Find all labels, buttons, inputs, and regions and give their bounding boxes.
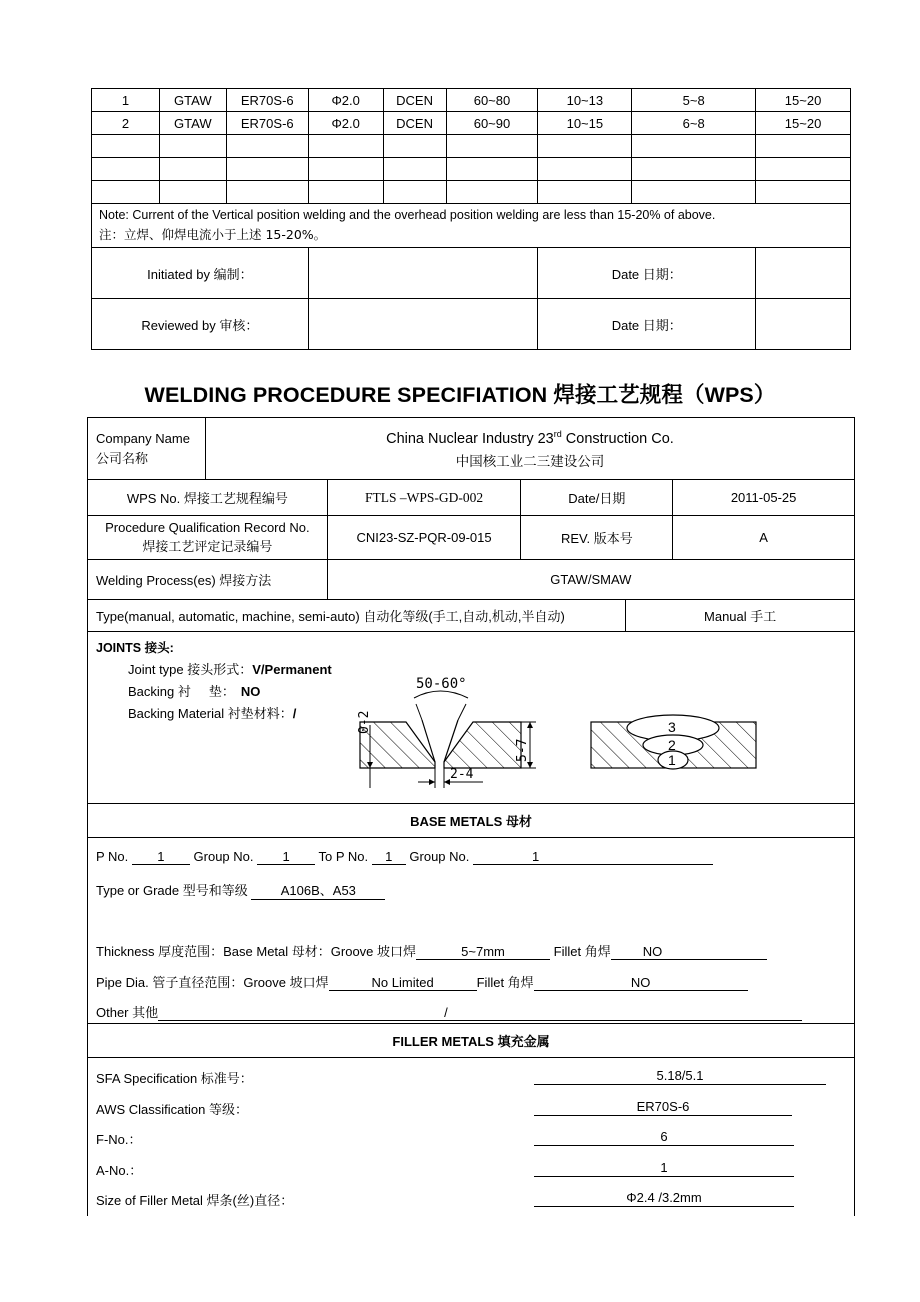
filler-label: Size of Filler Metal 焊条(丝)直径： — [96, 1193, 294, 1208]
to-p-no-value: 1 — [372, 849, 406, 865]
rev-label: REV. 版本号 — [521, 516, 673, 560]
base-metals-heading: BASE METALS 母材 — [88, 804, 855, 838]
gap-dim: 2-4 — [450, 767, 474, 782]
pass-label-3: 3 — [668, 719, 676, 735]
company-name-cn: 中国核工业二三建设公司 — [455, 453, 605, 470]
wps-no-value: FTLS –WPS-GD-002 — [327, 480, 521, 516]
reviewed-date-label: Date 日期： — [538, 299, 756, 350]
company-label-en: Company Name — [96, 430, 190, 446]
parameter-cell — [446, 135, 538, 158]
parameter-cell: GTAW — [159, 89, 226, 112]
filler-label: AWS Classification 等级： — [96, 1101, 248, 1117]
parameter-cell — [383, 135, 446, 158]
parameter-row — [92, 112, 851, 135]
pass-label-1: 1 — [668, 752, 676, 768]
parameter-cell: 60~80 — [446, 89, 538, 112]
parameter-row — [92, 181, 851, 204]
thickness-dim: 5-7 — [515, 738, 530, 762]
filler-value: 5.18/5.1 — [534, 1068, 826, 1085]
parameter-cell: 5~8 — [632, 89, 756, 112]
parameter-cell — [308, 181, 383, 204]
p-no-line: P No. 1 Group No. 1 To P No. 1 Group No. 1 — [96, 849, 713, 865]
parameter-cell: DCEN — [383, 89, 446, 112]
parameter-cell — [632, 158, 756, 181]
filler-label: A-No.： — [96, 1162, 143, 1178]
parameter-cell — [538, 158, 632, 181]
pqr-value: CNI23-SZ-PQR-09-015 — [327, 516, 521, 560]
page-title: WELDING PROCEDURE SPECIFIATION 焊接工艺规程（WPS） — [144, 383, 776, 407]
root-face-dim: 0-2 — [357, 710, 372, 734]
company-label-cn: 公司名称 — [96, 451, 149, 467]
joints-cell — [88, 632, 855, 804]
parameter-cell: ER70S-6 — [226, 89, 308, 112]
pipe-groove-value: No Limited — [329, 975, 477, 991]
parameter-cell — [159, 135, 226, 158]
groove-diagram — [338, 670, 558, 800]
date-value: 2011-05-25 — [673, 480, 855, 516]
initiated-label: Initiated by 编制： — [92, 248, 309, 299]
reviewed-label: Reviewed by 审核： — [92, 299, 309, 350]
initiated-date-label: Date 日期： — [538, 248, 756, 299]
type-grade-line: Type or Grade 型号和等级 A106B、A53 — [96, 880, 385, 900]
company-name-cell — [205, 418, 854, 480]
thickness-line: Thickness 厚度范围：Base Metal 母材：Groove 坡口焊 5~7mm Fillet 角焊 NO — [96, 941, 767, 960]
filler-value: 6 — [534, 1129, 794, 1146]
p-no-value: 1 — [132, 849, 190, 865]
note-en: Note: Current of the Vertical position welding and the overhead position welding are less than 15-20% of above. — [99, 208, 716, 222]
welding-parameter-table — [91, 88, 851, 350]
type-value: Manual 手工 — [626, 600, 855, 632]
rev-value: A — [673, 516, 855, 560]
note-cn: 注：立焊、仰焊电流小于上述 15-20%。 — [99, 227, 327, 242]
process-value: GTAW/SMAW — [327, 560, 854, 600]
company-label-cell — [88, 418, 206, 480]
parameter-cell — [632, 135, 756, 158]
parameter-cell: 6~8 — [632, 112, 756, 135]
filler-value: Φ2.4 /3.2mm — [534, 1190, 794, 1207]
parameter-cell — [538, 181, 632, 204]
group-no2-value: 1 — [473, 849, 713, 865]
backing-material: Backing Material 衬垫材料：/ — [128, 706, 297, 721]
parameter-cell: 2 — [92, 112, 160, 135]
type-label: Type(manual, automatic, machine, semi-auto) 自动化等级(手工,自动,机动,半自动) — [88, 600, 626, 632]
parameter-cell: 10~13 — [538, 89, 632, 112]
pass-sequence-diagram — [588, 710, 763, 780]
filler-value: ER70S-6 — [534, 1099, 792, 1116]
type-grade-value: A106B、A53 — [251, 880, 385, 900]
reviewed-signature — [308, 299, 538, 350]
parameter-cell — [92, 181, 160, 204]
parameter-cell — [92, 135, 160, 158]
date-label: Date/日期 — [521, 480, 673, 516]
parameter-cell: 60~90 — [446, 112, 538, 135]
thickness-fillet-value: NO — [611, 944, 767, 960]
parameter-cell — [308, 158, 383, 181]
angle-dim: 50-60° — [416, 676, 467, 692]
parameter-cell — [756, 158, 851, 181]
joints-heading: JOINTS 接头: — [96, 641, 174, 655]
parameter-cell — [308, 135, 383, 158]
filler-value: 1 — [534, 1160, 794, 1177]
parameter-row — [92, 158, 851, 181]
note-cell — [92, 204, 851, 248]
joint-type: Joint type 接头形式：V/Permanent — [128, 662, 332, 677]
filler-label: F-No.： — [96, 1132, 142, 1147]
parameter-cell — [756, 181, 851, 204]
wps-table — [87, 417, 855, 1216]
parameter-row — [92, 135, 851, 158]
backing: Backing 衬 垫： NO — [128, 684, 261, 699]
parameter-cell: ER70S-6 — [226, 112, 308, 135]
initiated-date — [756, 248, 851, 299]
parameter-cell — [226, 181, 308, 204]
parameter-cell — [632, 181, 756, 204]
wps-no-label: WPS No. 焊接工艺规程编号 — [88, 480, 328, 516]
pipe-dia-line: Pipe Dia. 管子直径范围：Groove 坡口焊 No Limited Fillet 角焊 NO — [96, 972, 748, 991]
group-no-value: 1 — [257, 849, 315, 865]
pipe-fillet-value: NO — [534, 975, 748, 991]
parameter-cell: Φ2.0 — [308, 89, 383, 112]
parameter-cell: 1 — [92, 89, 160, 112]
parameter-row — [92, 89, 851, 112]
parameter-cell: 15~20 — [756, 89, 851, 112]
parameter-cell — [446, 158, 538, 181]
filler-metals-cell — [88, 1058, 855, 1216]
process-label: Welding Process(es) 焊接方法 — [88, 560, 328, 600]
parameter-cell — [446, 181, 538, 204]
pqr-label-cn: 焊接工艺评定记录编号 — [142, 539, 273, 555]
parameter-cell — [538, 135, 632, 158]
company-name-en: China Nuclear Industry 23rd Construction Co. — [386, 429, 674, 447]
pqr-label-cell — [88, 516, 328, 560]
parameter-cell — [383, 181, 446, 204]
other-line: Other 其他 / — [96, 1002, 802, 1021]
pqr-label-en: Procedure Qualification Record No. — [105, 519, 310, 535]
parameter-cell — [383, 158, 446, 181]
parameter-cell — [756, 135, 851, 158]
parameter-cell: 15~20 — [756, 112, 851, 135]
initiated-signature — [308, 248, 538, 299]
base-metals-cell — [88, 838, 855, 1024]
thickness-groove-value: 5~7mm — [416, 944, 550, 960]
parameter-cell: GTAW — [159, 112, 226, 135]
other-value: / — [158, 1005, 802, 1021]
filler-label: SFA Specification 标准号： — [96, 1071, 253, 1086]
parameter-cell — [226, 158, 308, 181]
parameter-cell: DCEN — [383, 112, 446, 135]
pass-label-2: 2 — [668, 737, 676, 753]
filler-metals-heading: FILLER METALS 填充金属 — [88, 1024, 855, 1058]
parameter-cell — [92, 158, 160, 181]
parameter-cell — [226, 135, 308, 158]
parameter-cell — [159, 181, 226, 204]
parameter-cell — [159, 158, 226, 181]
parameter-cell: Φ2.0 — [308, 112, 383, 135]
parameter-cell: 10~15 — [538, 112, 632, 135]
reviewed-date — [756, 299, 851, 350]
